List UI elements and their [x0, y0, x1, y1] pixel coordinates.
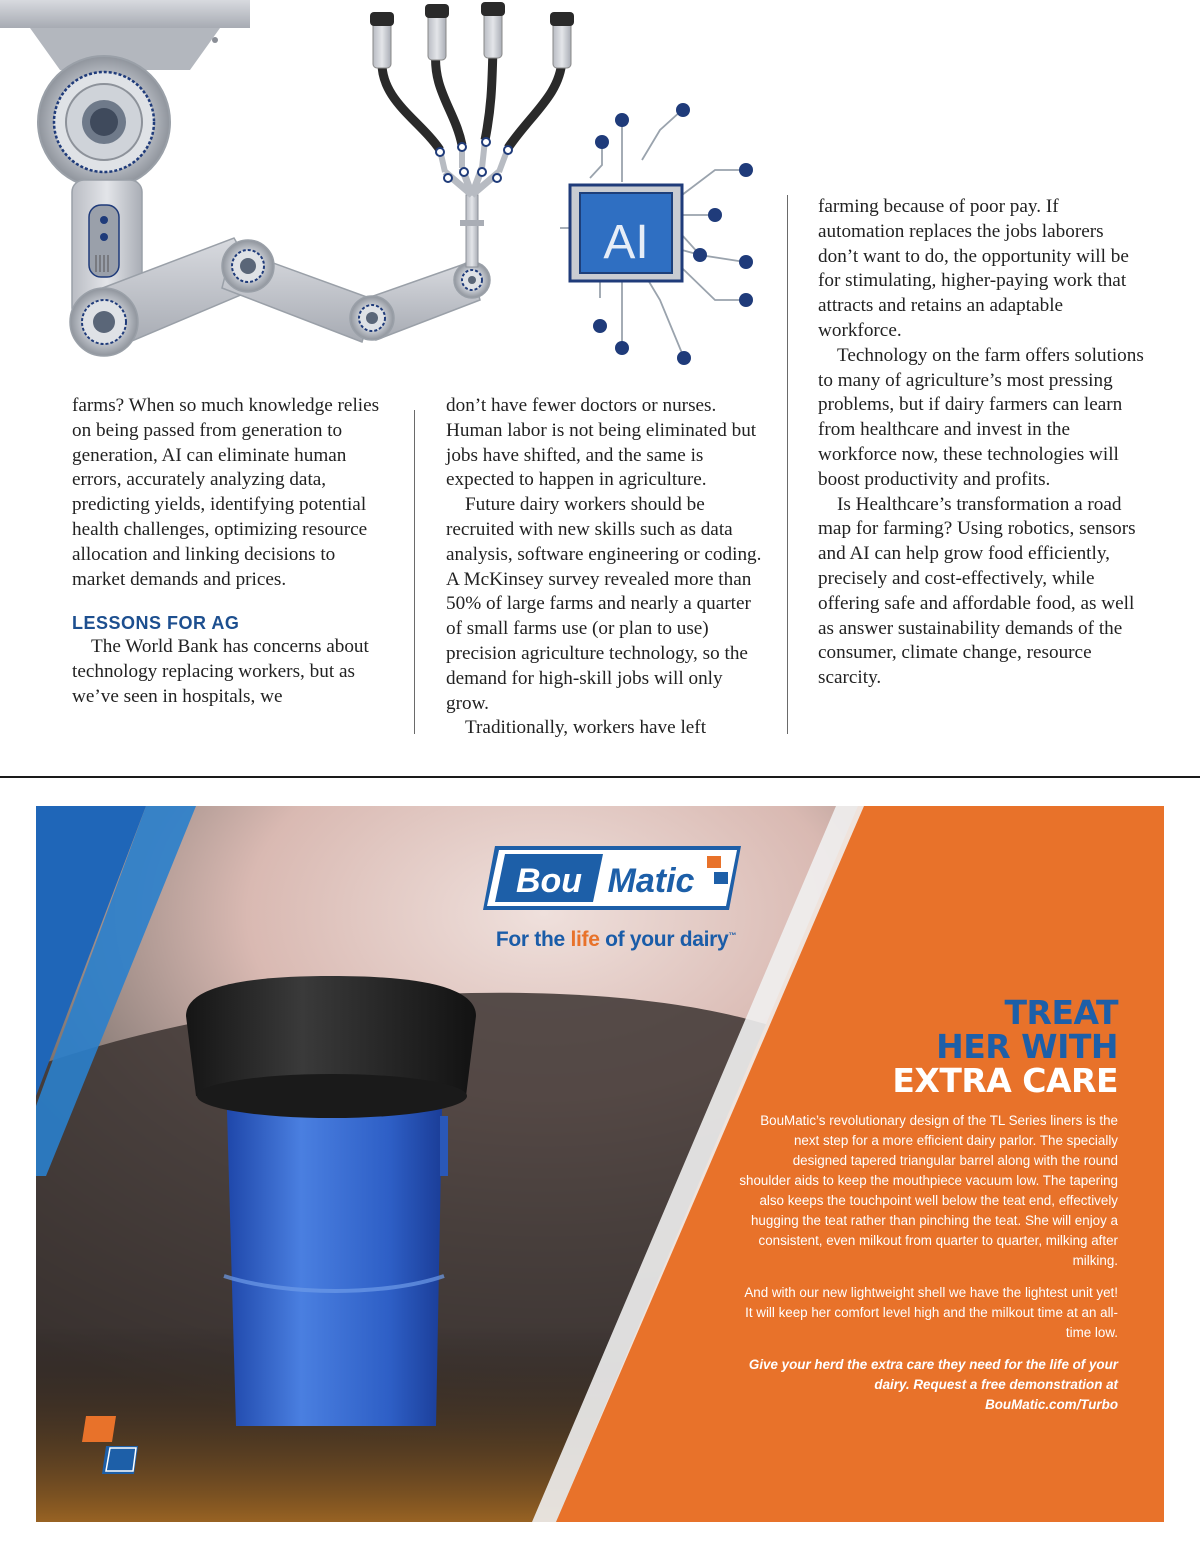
- headline-line-1: TREAT: [1004, 993, 1118, 1032]
- ad-call-to-action: Give your herd the extra care they need for the life of your dairy. Request a free demonstration at BouMatic.com/Turbo: [748, 1357, 1118, 1412]
- page-divider: [0, 776, 1200, 778]
- elbow-joint: [70, 288, 138, 356]
- column-2-paragraph-2: Future dairy workers should be recruited with new skills such as data analysis, software engineering or coding. A McKinsey survey revealed more than 50% of large farms and nearly a quarter of small farms use (or plan to use) precision agriculture technology, so the demand for high-skill jobs will only grow.: [446, 494, 762, 714]
- column-1-paragraph-1: farms? When so much knowledge relies on being passed from generation to generation, AI can eliminate human errors, accurately analyzing data, predicting yields, identifying potential health challenges, optimizing resource allocation and linking decisions to market demands and prices.: [72, 395, 380, 590]
- tagline-post: of your dairy: [599, 928, 729, 951]
- ad-tagline: [416, 928, 816, 952]
- column-rule: [414, 410, 415, 734]
- column-2-paragraph-3: Traditionally, workers have left: [465, 717, 707, 739]
- ad-headline: [892, 993, 1118, 1100]
- column-3-paragraph-3: Is Healthcare’s transformation a road map for farming? Using robotics, sensors and AI can help grow food efficiently, precisely and cost-effectively, while offering safe and affordable food, as well as answer sustainability demands of the consumer, climate change, resource scarcity.: [818, 493, 1136, 689]
- column-3-paragraph-1: farming because of poor pay. If automation replaces the jobs laborers don’t want to do, the opportunity will be for stimulating, higher-paying work that attracts and retains an adaptable workforce.: [818, 196, 1129, 341]
- trademark: ™: [728, 931, 737, 940]
- article-column-1: [72, 394, 392, 710]
- section-heading: LESSONS FOR AG: [72, 613, 240, 634]
- column-1-paragraph-2: The World Bank has concerns about technology replacing workers, but as we’ve seen in hospitals, we: [72, 636, 369, 707]
- logo-text-bou: Bou: [515, 862, 583, 900]
- tagline-life: life: [570, 928, 600, 951]
- column-3-paragraph-2: Technology on the farm offers solutions to many of agriculture’s most pressing problems, but if dairy farmers can learn from healthcare and invest in the workforce now, these technologies will boost productivity and profits.: [818, 344, 1144, 490]
- logo-text-matic: Matic: [607, 862, 695, 900]
- ad-copy-paragraph-2: And with our new lightweight shell we have the lightest unit yet! It will keep her comfort level high and the milkout time at an all-time low.: [744, 1285, 1118, 1340]
- article-column-3: [818, 195, 1148, 691]
- article-column-2: [446, 394, 766, 741]
- headline-line-2: HER WITH: [936, 1027, 1118, 1066]
- ad-copy-paragraph-1: BouMatic’s revolutionary design of the TL Series liners is the next step for a more efficient dairy parlor. The specially designed tapered triangular barrel along with the round shoulder aids to keep the mouthpiece vacuum low. The tapering also keeps the touchpoint well below the teat end, effectively hugging the teat rather than pinching the teat. She will enjoy a consistent, even milkout from quarter to quarter, milking after milking.: [739, 1113, 1118, 1268]
- boumatic-logo: [483, 846, 747, 910]
- headline-line-3: EXTRA CARE: [892, 1061, 1118, 1100]
- column-2-paragraph-1: don’t have fewer doctors or nurses. Human labor is not being eliminated but jobs have shifted, and the same is expected to happen in agriculture.: [446, 395, 757, 491]
- boumatic-mark-icon: [80, 1414, 140, 1476]
- tagline-pre: For the: [495, 928, 571, 951]
- ad-body-copy: [738, 1111, 1118, 1427]
- boumatic-advertisement: [36, 806, 1164, 1522]
- column-rule: [787, 195, 788, 734]
- ai-chip-label: AI: [603, 216, 649, 269]
